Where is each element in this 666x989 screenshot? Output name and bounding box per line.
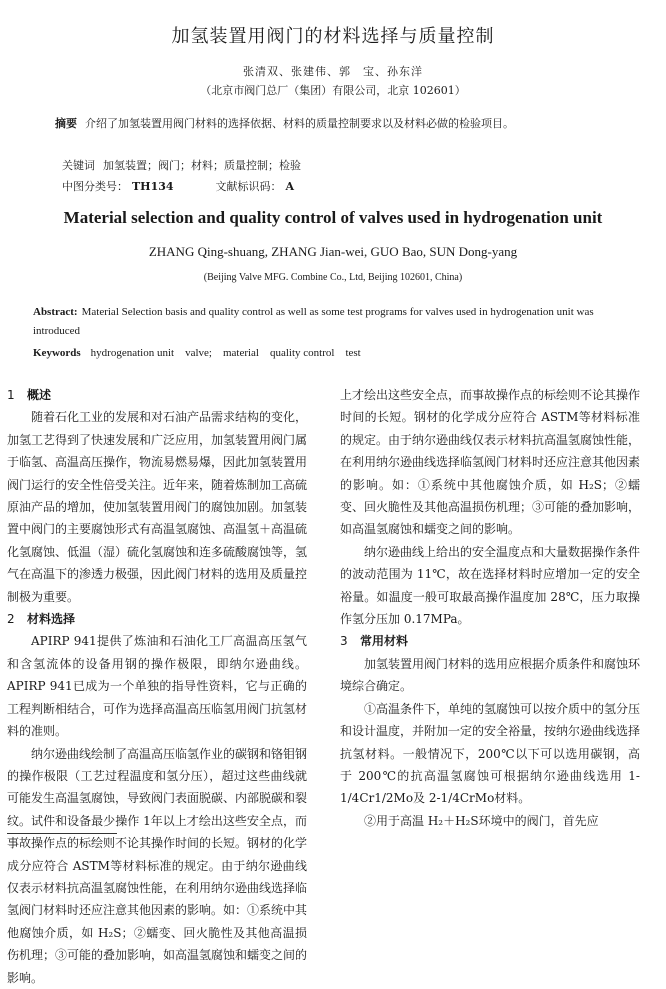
paragraph: 随着石化工业的发展和对石油产品需求结构的变化，加氢工艺得到了快速发展和广泛应用，加氢装置用阀门属于临氢、高温高压操作，物流易燃易爆，因此加氢装置用阀门运行的安全性倍受关注。近年来，随着炼制加工高硫原油产品的增加，使加氢装置用阀门的腐蚀加剧。加氢装置中阀门的主要腐蚀形式有高温氢腐蚀、高温氢＋高温硫化氢腐蚀、低温（湿）硫化氢腐蚀和连多硫酸腐蚀等，氢气在高温下的渗透力极强，因此阀门材料的选用及质量控制极为重要。 [7, 410, 308, 604]
section-title: 材料选择 [27, 612, 76, 627]
doc-code-value: A [285, 180, 295, 193]
section-heading [7, 608, 307, 630]
section-number: 3 [340, 634, 348, 649]
paragraph: 纳尔逊曲线绘制了高温高压临氢作业的碳钢和铬钼钢的操作极限（工艺过程温度和氢分压），超过这些曲线就可能发生高温氢腐蚀，导致阀门表面脱碳、内部脱碳和裂纹。试件和设备最少操作 1年以上才绘出这些安全点，而事故操作点的标绘则不论其操作时间的长短。钢材的化学成分应符合 ASTM等材料标准的规定。由于纳尔逊曲线仅表示材料抗高温氢腐蚀性能，在利用纳尔逊曲线选择临氢阀门材料时还应注意其他因素的影响。如：①系统中其他腐蚀介质，如 H₂S；②蠕变、回火脆性及其他高温损伤机理；③可能的叠加影响，如高温氢腐蚀和蠕变之间的影响。 [7, 746, 308, 985]
paragraph: ①高温条件下，单纯的氢腐蚀可以按介质中的氢分压和设计温度，并附加一定的安全裕量，按纳尔逊曲线选择抗氢材料。一般情况下，200℃以下可以选用碳钢，高于 200℃的抗高温氢腐蚀可根据纳尔逊曲线选用 1-1/4Cr1/2Mo及 2-1/4CrMo材料。 [340, 701, 641, 806]
clc-label: 中图分类号： [62, 180, 128, 193]
paragraph-continued: 上才绘出这些安全点，而事故操作点的标绘则不论其操作时间的长短。钢材的化学成分应符合 ASTM等材料标准的规定。由于纳尔逊曲线仅表示材料抗高温氢腐蚀性能，在利用纳尔逊曲线选择临氢阀门材料时还应注意其他因素的影响。如：①系统中其他腐蚀介质，如 H₂S；②蠕变、回火脆性及其他高温损伤机理；③可能的叠加影响，如高温氢腐蚀和蠕变之间的影响。 [340, 388, 641, 537]
abstract-cn-text: 介绍了加氢装置用阀门材料的选择依据、材料的质量控制要求以及材料必做的检验项目。 [85, 117, 514, 130]
keywords-en-label: Keywords [33, 347, 81, 359]
section-number: 2 [7, 612, 15, 627]
keywords-cn-text: 加氢装置；阀门；材料；质量控制；检验 [103, 159, 301, 172]
section-number: 1 [7, 388, 15, 402]
authors-en: ZHANG Qing-shuang, ZHANG Jian-wei, GUO Bao, SUN Dong-yang [148, 244, 518, 259]
keywords-en [33, 344, 361, 360]
paragraph: 纳尔逊曲线上给出的安全温度点和大量数据操作条件的波动范围为 11℃，故在选择材料时应增加一定的安全裕量。如温度一般可取最高操作温度加 28℃，压力取操作氢分压加 0.17MPa。 [340, 544, 641, 627]
section-title: 概述 [27, 388, 52, 402]
keywords-cn [62, 157, 301, 173]
paragraph: 加氢装置用阀门材料的选用应根据介质条件和腐蚀环境综合确定。 [340, 656, 641, 694]
doc-code-label: 文献标识码： [215, 180, 282, 193]
abstract-cn-label: 摘要 [55, 117, 77, 130]
abstract-en-text: Material Selection basis and quality control as well as some test programs for valves used in hydrogenation unit was introduced [33, 306, 594, 337]
title-en: Material selection and quality control of valves used in hydrogenation unit [63, 208, 603, 227]
section-heading [7, 384, 307, 406]
footnote-divider [7, 833, 117, 834]
affiliation-en: (Beijing Valve MFG. Combine Co., Ltd, Beijing 102601, China) [203, 272, 463, 283]
keywords-cn-label: 关键词 [62, 159, 95, 172]
abstract-cn [55, 113, 630, 134]
section-title: 常用材料 [360, 634, 409, 649]
body-column-left [7, 384, 308, 985]
keywords-en-text: hydrogenation unit valve; material quality control test [90, 347, 361, 359]
affiliation-cn: （北京市阀门总厂（集团）有限公司，北京 102601） [200, 84, 466, 97]
authors-cn: 张清双、张建伟、郭 宝、孙东洋 [243, 65, 423, 78]
abstract-en [33, 303, 633, 341]
title-cn: 加氢装置用阀门的材料选择与质量控制 [171, 26, 495, 47]
paragraph: APIRP 941提供了炼油和石油化工厂高温高压氢气和含氢流体的设备用钢的操作极限，即纳尔逊曲线。APIRP 941已成为一个单独的指导性资料，它与正确的工程判断相结合，可作为选择高温高压临氢用阀门抗氢材料的准则。 [7, 634, 308, 739]
section-heading [340, 630, 640, 652]
body-column-right [340, 384, 640, 832]
abstract-en-label: Abstract: [33, 306, 78, 318]
clc-value: TH134 [132, 180, 174, 193]
paragraph: ②用于高温 H₂＋H₂S环境中的阀门，首先应 [364, 813, 599, 828]
classification-cn [62, 178, 294, 194]
